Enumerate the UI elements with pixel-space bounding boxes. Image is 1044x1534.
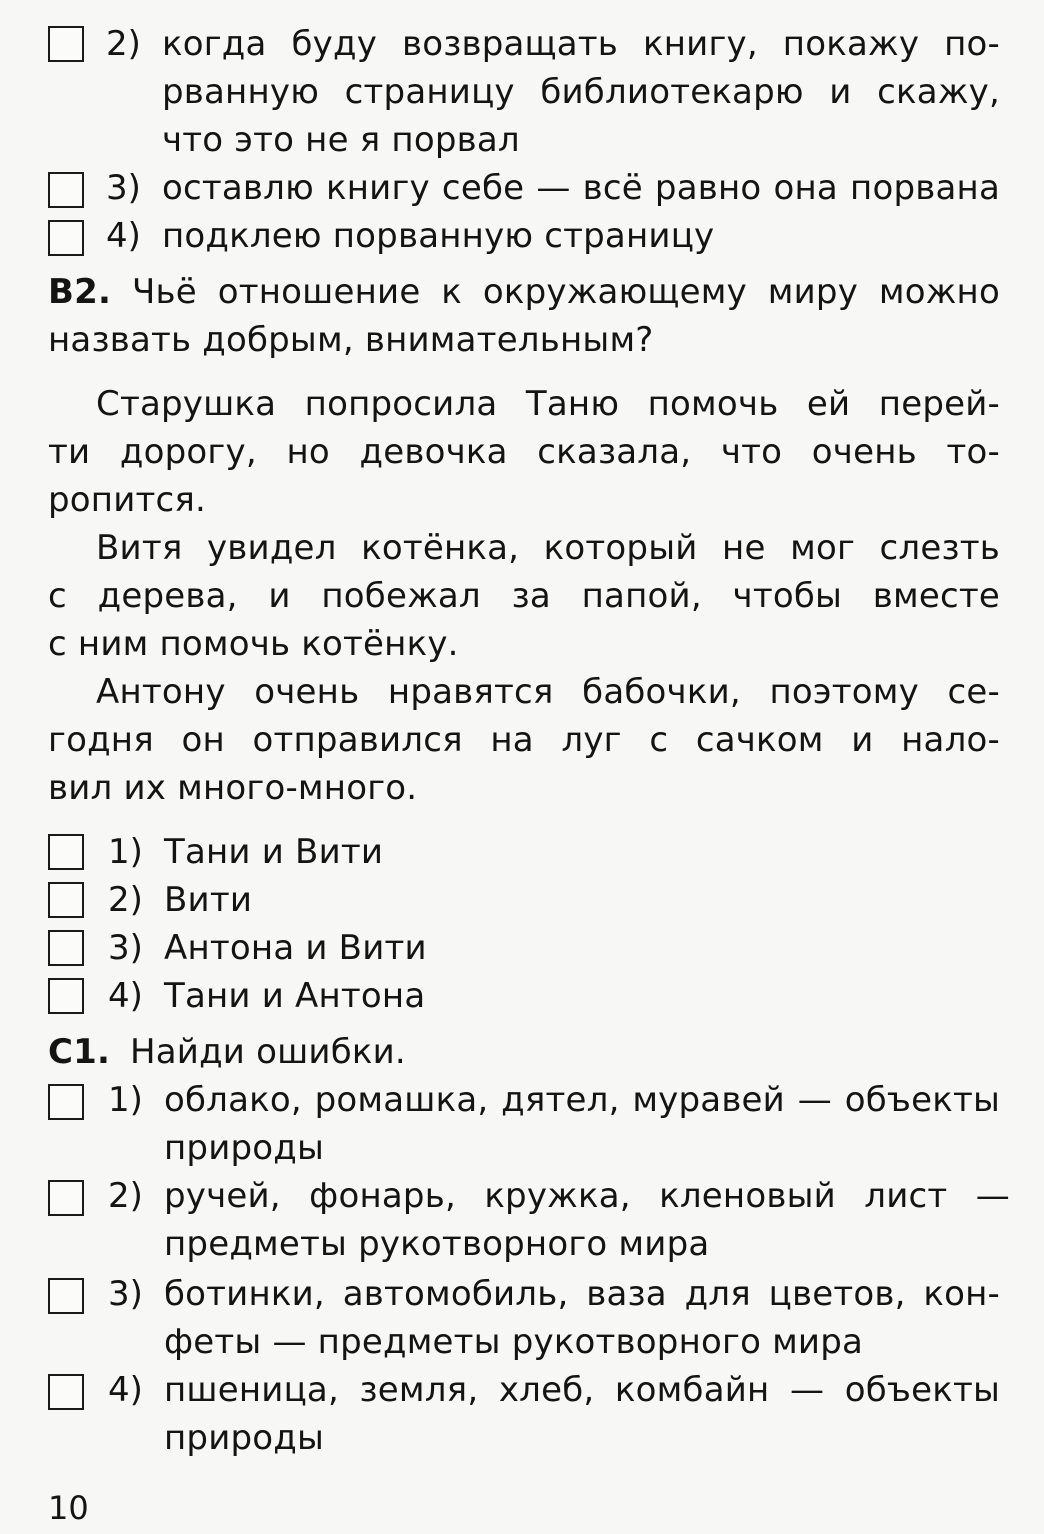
- option-number: 3): [106, 168, 141, 208]
- option-text-line: когда буду возвращать книгу, покажу по-: [162, 24, 1000, 64]
- option-text-line: подклею порванную страницу: [162, 216, 715, 256]
- checkbox-b2-option-4[interactable]: [48, 978, 84, 1014]
- question-text: Найди ошибки.: [130, 1032, 406, 1072]
- option-number: 3): [108, 1274, 143, 1314]
- option-text-line: феты — предметы рукотворного мира: [164, 1322, 864, 1362]
- option-number: 2): [108, 1176, 143, 1216]
- question-label-c1: С1.: [48, 1032, 111, 1072]
- checkbox-b2-option-1[interactable]: [48, 834, 84, 870]
- story-line: ропится.: [48, 480, 207, 520]
- checkbox-c1-option-4[interactable]: [48, 1374, 84, 1410]
- option-number: 2): [108, 880, 143, 920]
- option-text-line: природы: [164, 1418, 325, 1458]
- option-text-line: ботинки, автомобиль, ваза для цветов, кон-: [164, 1274, 1000, 1314]
- option-text-line: предметы рукотворного мира: [164, 1224, 710, 1264]
- checkbox-c1-option-1[interactable]: [48, 1084, 84, 1120]
- option-text-line: рванную страницу библиотекарю и скажу,: [162, 72, 1000, 112]
- checkbox-b1-option-2[interactable]: [48, 26, 84, 62]
- option-text-line: природы: [164, 1128, 325, 1168]
- option-number: 4): [108, 976, 143, 1016]
- checkbox-b1-option-4[interactable]: [48, 220, 84, 256]
- checkbox-b2-option-2[interactable]: [48, 882, 84, 918]
- option-text-line: оставлю книгу себе — всё равно она порвана: [162, 168, 1000, 208]
- page-number: 10: [48, 1489, 89, 1527]
- option-number: 4): [106, 216, 141, 256]
- question-text-line: назвать добрым, внимательным?: [48, 320, 654, 360]
- option-text: Тани и Вити: [164, 832, 384, 872]
- checkbox-c1-option-3[interactable]: [48, 1278, 84, 1314]
- story-line: с дерева, и побежал за папой, чтобы вместе: [48, 576, 1000, 616]
- option-text-line: пшеница, земля, хлеб, комбайн — объекты: [164, 1370, 1000, 1410]
- story-line: ти дорогу, но девочка сказала, что очень то-: [48, 432, 1000, 472]
- option-text-line: облако, ромашка, дятел, муравей — объекты: [164, 1080, 1000, 1120]
- question-label-b2: B2.: [48, 272, 112, 312]
- story-line: Старушка попросила Таню помочь ей перей-: [96, 384, 1000, 424]
- option-number: 4): [108, 1370, 143, 1410]
- option-number: 2): [106, 24, 141, 64]
- story-line: Витя увидел котёнка, который не мог слезть: [96, 528, 1000, 568]
- checkbox-b1-option-3[interactable]: [48, 172, 84, 208]
- story-line: годня он отправился на луг с сачком и нало-: [48, 720, 1000, 760]
- question-text-line: Чьё отношение к окружающему миру можно: [132, 272, 1000, 312]
- option-text-line: ручей, фонарь, кружка, кленовый лист —: [164, 1176, 1010, 1216]
- option-text: Тани и Антона: [164, 976, 426, 1016]
- option-number: 1): [108, 832, 143, 872]
- checkbox-b2-option-3[interactable]: [48, 930, 84, 966]
- option-text: Антона и Вити: [164, 928, 427, 968]
- checkbox-c1-option-2[interactable]: [48, 1180, 84, 1216]
- story-line: вил их много-много.: [48, 768, 418, 808]
- option-number: 1): [108, 1080, 143, 1120]
- story-line: Антону очень нравятся бабочки, поэтому се-: [96, 672, 1000, 712]
- option-text: Вити: [164, 880, 253, 920]
- option-text-line: что это не я порвал: [162, 120, 520, 160]
- option-number: 3): [108, 928, 143, 968]
- story-line: с ним помочь котёнку.: [48, 624, 459, 664]
